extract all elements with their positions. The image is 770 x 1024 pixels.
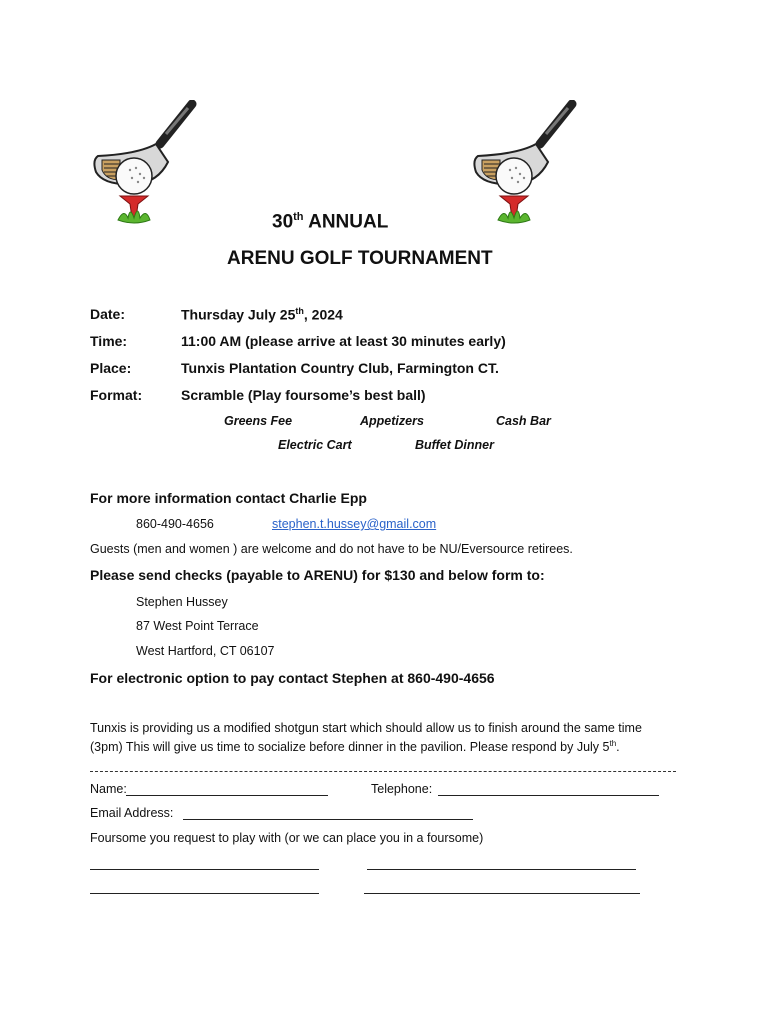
- date-label: Date:: [90, 306, 126, 322]
- note-line-2-main: (3pm) This will give us time to socialize before dinner in the pavilion. Please respond by July 5: [90, 740, 610, 755]
- contact-heading: For more information contact Charlie Epp: [90, 490, 367, 506]
- electronic-payment-heading: For electronic option to pay contact Stephen at 860-490-4656: [90, 670, 495, 686]
- include-buffet-dinner: Buffet Dinner: [415, 438, 494, 452]
- foursome-player-2-line[interactable]: [367, 869, 636, 870]
- title-ordinal: 30: [272, 211, 294, 233]
- email-address-label: Email Address:: [90, 806, 174, 820]
- golf-clipart-left-icon: [90, 100, 200, 230]
- contact-email-link[interactable]: stephen.t.hussey@gmail.com: [272, 517, 437, 531]
- payment-heading: Please send checks (payable to ARENU) for $130 and below form to:: [90, 567, 545, 583]
- format-label: Format:: [90, 387, 143, 403]
- title-annual: ANNUAL: [303, 211, 389, 233]
- format-value: Scramble (Play foursome’s best ball): [181, 387, 426, 403]
- time-value: 11:00 AM (please arrive at least 30 minutes early): [181, 333, 506, 349]
- include-cash-bar: Cash Bar: [496, 414, 551, 428]
- address-city: West Hartford, CT 06107: [136, 644, 275, 658]
- foursome-player-1-line[interactable]: [90, 869, 319, 870]
- telephone-field-line[interactable]: [438, 795, 659, 796]
- foursome-player-3-line[interactable]: [90, 893, 319, 894]
- place-value: Tunxis Plantation Country Club, Farmington CT.: [181, 360, 499, 376]
- title-line-2: ARENU GOLF TOURNAMENT: [227, 248, 493, 269]
- address-name: Stephen Hussey: [136, 595, 228, 609]
- include-greens-fee: Greens Fee: [224, 414, 293, 428]
- foursome-player-4-line[interactable]: [364, 893, 640, 894]
- foursome-label: Foursome you request to play with (or we can place you in a foursome): [90, 831, 484, 845]
- email-field-line[interactable]: [183, 819, 473, 820]
- telephone-label: Telephone:: [371, 782, 433, 796]
- date-value: [181, 306, 343, 323]
- date-value-sup: th: [295, 306, 304, 316]
- place-label: Place:: [90, 360, 132, 376]
- name-label: Name:: [90, 782, 127, 796]
- address-street: 87 West Point Terrace: [136, 619, 259, 633]
- title-ordinal-suffix: th: [293, 211, 304, 223]
- cut-line-divider: [90, 771, 676, 772]
- golf-clipart-right-icon: [470, 100, 580, 230]
- guests-note: Guests (men and women ) are welcome and do not have to be NU/Eversource retirees.: [90, 542, 573, 556]
- date-value-main: Thursday July 25: [181, 306, 296, 323]
- note-line-2: [90, 739, 620, 754]
- include-electric-cart: Electric Cart: [278, 438, 352, 452]
- title-line-1: [272, 211, 388, 233]
- time-label: Time:: [90, 333, 128, 349]
- include-appetizers: Appetizers: [360, 414, 424, 428]
- note-line-2-sup: th: [609, 739, 617, 748]
- note-line-1: Tunxis is providing us a modified shotgun start which should allow us to finish around the same time: [90, 721, 642, 735]
- name-field-line[interactable]: [126, 795, 328, 796]
- date-value-tail: , 2024: [303, 306, 343, 323]
- contact-phone: 860-490-4656: [136, 517, 214, 531]
- note-line-2-tail: .: [616, 740, 620, 755]
